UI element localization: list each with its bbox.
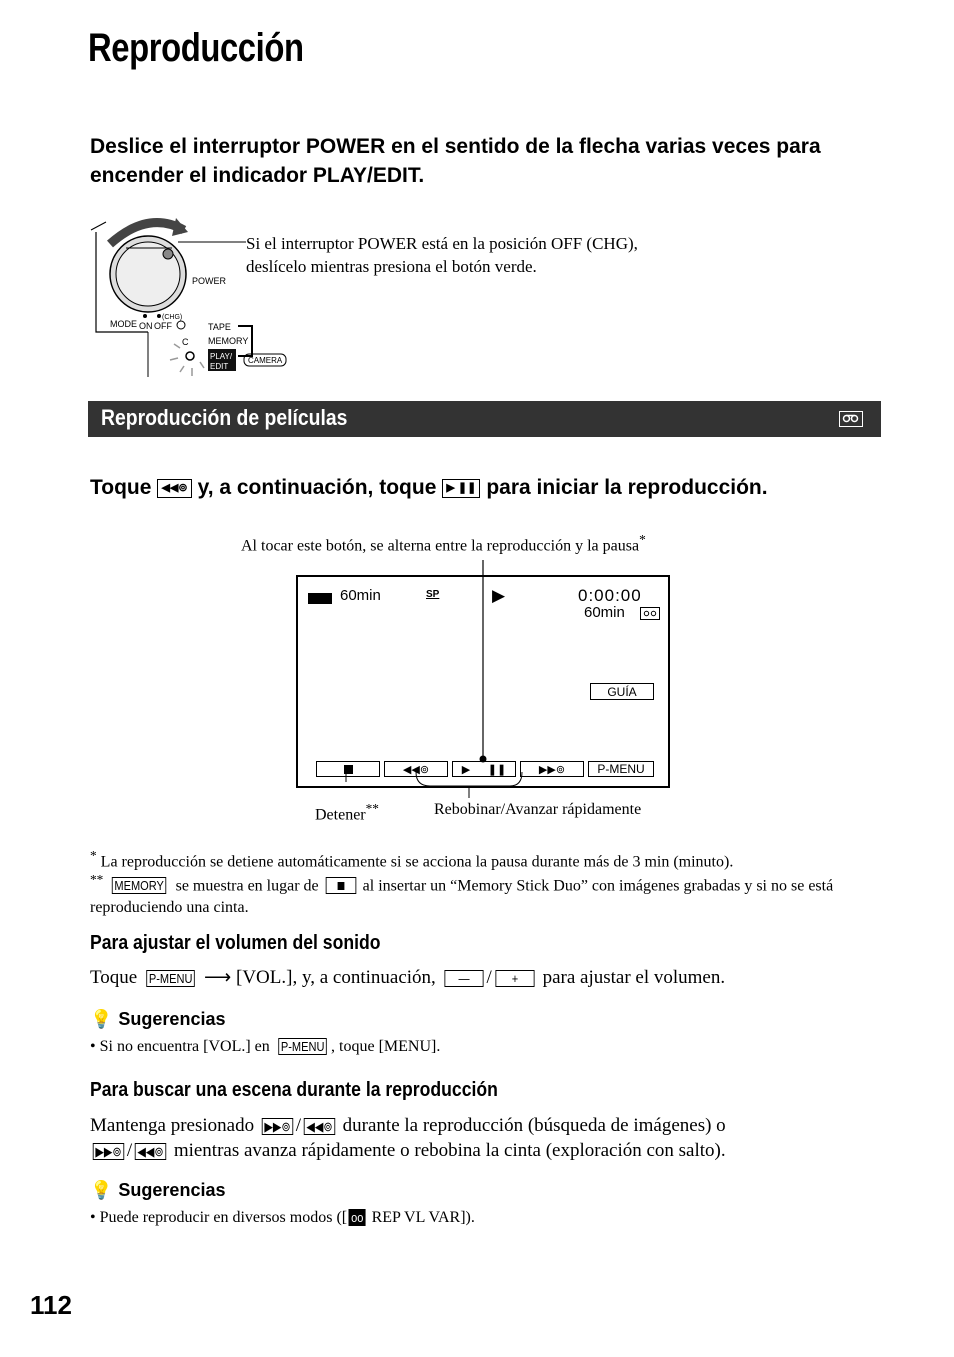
- indicator-lamp-icon: [186, 352, 194, 360]
- label-leader-lines: [330, 772, 630, 802]
- p-menu-button[interactable]: P-MENU: [588, 761, 654, 777]
- svg-text:OFF: OFF: [154, 321, 172, 331]
- section-header: [88, 401, 881, 437]
- tape-cassette-icon: [839, 411, 863, 427]
- memory-label-box: MEMORY: [112, 877, 167, 894]
- rewind-button[interactable]: ◀◀⊚: [384, 761, 448, 777]
- play-pause-callout: Al tocar este botón, se alterna entre la reproducción y la pausa*: [241, 532, 646, 555]
- play-pause-button-icon: ▶ ❚❚: [442, 479, 480, 498]
- footnote-2: ** MEMORY se muestra en lugar de al insertar un “Memory Stick Duo” con imágenes grabadas y si no se está reproduciendo una cinta.: [90, 872, 834, 917]
- svg-text:MEMORY: MEMORY: [208, 336, 249, 346]
- tape-icon: [640, 607, 660, 620]
- volume-heading: Para ajustar el volumen del sonido: [90, 932, 381, 954]
- svg-text:POWER: POWER: [192, 276, 227, 286]
- guide-button[interactable]: GUÍA: [590, 683, 654, 700]
- rewind-button-icon: ◀◀⊚: [157, 479, 191, 498]
- svg-text:PLAY/: PLAY/: [210, 352, 233, 361]
- play-status-icon: ▶: [492, 586, 506, 605]
- svg-text:C: C: [182, 337, 189, 347]
- rewind-ff-label: Rebobinar/Avanzar rápidamente: [434, 801, 642, 818]
- sp-indicator: SP: [426, 589, 440, 600]
- tip-item: • Puede reproducir en diversos modos ([ oo REP VL VAR]).: [90, 1209, 475, 1226]
- play-pause-button[interactable]: ▶ ❚❚: [452, 761, 516, 777]
- section-title: Reproducción de películas: [101, 405, 348, 430]
- tip-item: • Si no encuentra [VOL.] en P-MENU , toque [MENU].: [90, 1038, 441, 1055]
- footnote-1: * La reproducción se detiene automáticamente si se acciona la pausa durante más de 3 min (minuto).: [90, 848, 734, 871]
- page-number: 112: [30, 1290, 72, 1320]
- svg-text:ON: ON: [139, 321, 153, 331]
- volume-instruction: Toque P-MENU ⟶ [VOL.], y, a continuación, — / + para ajustar el volumen.: [90, 967, 726, 988]
- battery-icon: [308, 589, 336, 606]
- search-heading: Para buscar una escena durante la reproducción: [90, 1079, 498, 1101]
- fast-forward-icon: ▶▶⊚: [262, 1118, 293, 1135]
- svg-text:TAPE: TAPE: [208, 322, 231, 332]
- tape-cassette-icon: oo: [349, 1209, 366, 1226]
- fast-forward-button[interactable]: ▶▶⊚: [520, 761, 584, 777]
- p-menu-label-box: P-MENU: [146, 970, 195, 987]
- svg-text:EDIT: EDIT: [210, 362, 229, 371]
- page-title: Reproducción: [88, 26, 304, 70]
- lightbulb-icon: 💡: [90, 1009, 113, 1029]
- rewind-icon: ◀◀⊚: [304, 1118, 335, 1135]
- rewind-icon: ◀◀⊚: [135, 1143, 166, 1160]
- fast-forward-icon: ▶▶⊚: [93, 1143, 124, 1160]
- svg-text:(CHG): (CHG): [162, 314, 183, 321]
- tips-header: 💡 Sugerencias: [90, 1180, 226, 1200]
- minus-icon: —: [444, 970, 483, 987]
- plus-icon: +: [495, 970, 534, 987]
- arrow-right-icon: ⟶: [204, 967, 232, 988]
- lcd-screen: [296, 575, 670, 788]
- tips-header: 💡 Sugerencias: [90, 1009, 226, 1029]
- battery-remaining: 60min: [340, 587, 381, 604]
- lightbulb-icon: 💡: [90, 1180, 113, 1200]
- search-instruction: Mantenga presionado ▶▶⊚ / ◀◀⊚ durante la reproducción (búsqueda de imágenes) o ▶▶⊚ / ◀◀⊚ mientras avanza rápidamente o rebobina la cinta (exploración con salto).: [90, 1115, 726, 1161]
- intro-instruction: Deslice el interruptor POWER en el sentido de la flecha varias veces para encender el indicador PLAY/EDIT.: [90, 135, 821, 187]
- tape-remaining: 60min: [584, 604, 625, 621]
- timecode: 0:00:00: [578, 586, 642, 605]
- stop-icon: [325, 877, 356, 894]
- svg-text:CAMERA: CAMERA: [248, 356, 283, 365]
- svg-text:MODE: MODE: [110, 319, 137, 329]
- stop-label: Detener**: [315, 801, 379, 824]
- switch-note: Si el interruptor POWER está en la posición OFF (CHG), deslícelo mientras presiona el botón verde.: [246, 234, 638, 276]
- p-menu-label-box: P-MENU: [278, 1038, 327, 1055]
- step-instruction: Toque ◀◀⊚ y, a continuación, toque ▶ ❚❚ para iniciar la reproducción.: [90, 476, 768, 499]
